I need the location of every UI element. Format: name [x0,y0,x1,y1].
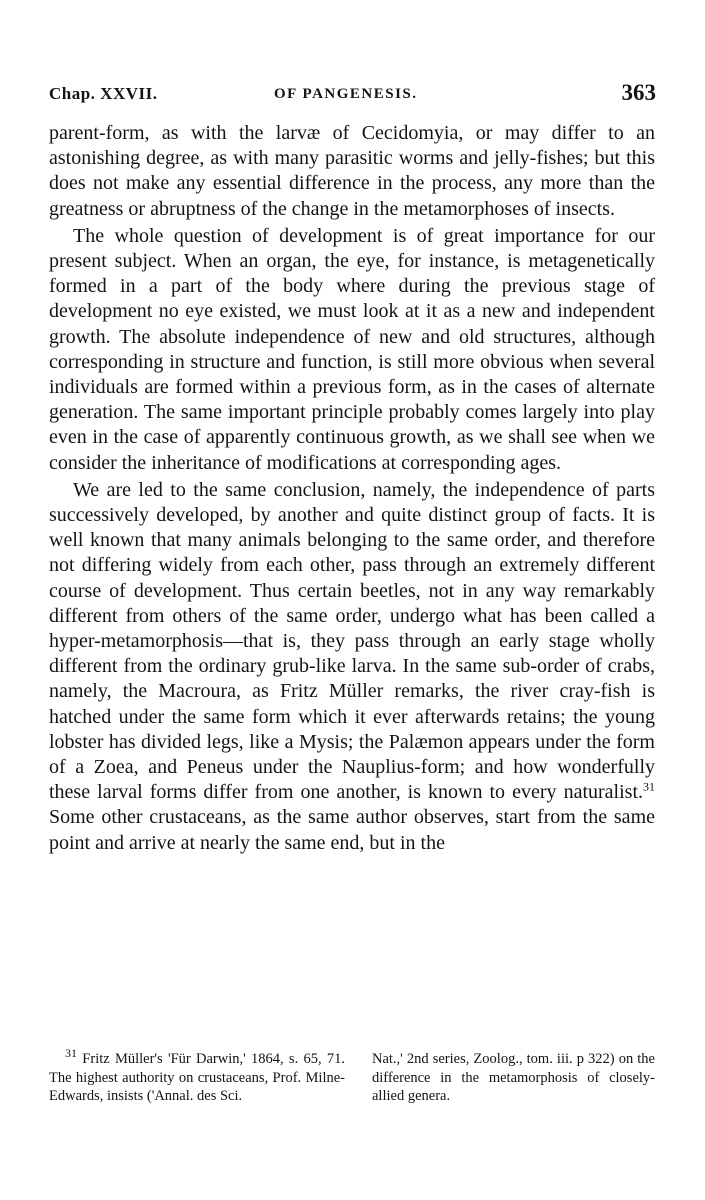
body-text [49,121,655,856]
footnote-column-left [49,1046,346,1106]
page-number: 363 [621,80,656,105]
running-head [49,80,656,112]
chapter-title: OF PANGENESIS. [274,86,418,102]
paragraph-development: The whole question of development is of great importance for our present subject. When an organ, the eye, for instance, is metagenetically formed in a part of the body where during the previous stage of development no eye existed, we must look at it as a new and independent growth. The absolute independence of new and old structures, although corresponding in structure and function, is still more obvious when several individuals are formed within a previous form, as in the cases of alternate generation. The same important principle probably comes largely into play even in the case of apparently continuous growth, as we shall see when we consider the inheritance of modifications at corresponding ages. [49,224,655,474]
paragraph-independence-end: Some other crustaceans, as the same author observes, start from the same point and arrive at nearly the same end, but in the [49,806,655,854]
footnote-marker: 31 [65,1046,77,1061]
footnote-left-body: Fritz Müller's 'Für Darwin,' 1864, s. 65, 71. The highest authority on crustaceans, Prof. Milne-Edwards, insists ('Annal. des Sci. [49,1051,346,1104]
footnote-reference: 31 [643,779,655,794]
footnote-column-right [372,1050,655,1106]
paragraph-independence [49,478,655,856]
chapter-label: Chap. XXVII. [49,84,158,103]
footnotes [49,1046,655,1150]
paragraph-continued: parent-form, as with the larvæ of Cecidomyia, or may differ to an astonishing degree, as with many parasitic worms and jelly-fishes; but this does not make any essential difference in the process, any more than the greatness or abruptness of the change in the metamorphoses of insects. [49,122,655,220]
footnote-left-text [49,1046,346,1106]
paragraph-independence-text: We are led to the same conclusion, namely, the independence of parts successively developed, by another and quite distinct group of facts. It is well known that many animals belonging to the same order, and therefore not differing widely from each other, pass through an extremely different course of development. Thus certain beetles, not in any way remarkably different from others of the same order, undergo what has been called a hyper-metamorphosis—that is, they pass through an early stage wholly different from the ordinary grub-like larva. In the same sub-order of crabs, namely, the Macroura, as Fritz Müller remarks, the river cray-fish is hatched under the same form which it ever afterwards retains; the young lobster has divided legs, like a Mysis; the Palæmon appears under the form of a Zoea, and Peneus under the Nauplius-form; and how wonderfully these larval forms differ from one another, is known to every naturalist. [49,478,655,804]
footnote-right-text: Nat.,' 2nd series, Zoolog., tom. iii. p 322) on the difference in the metamorphosis of closely-allied genera. [372,1051,655,1104]
